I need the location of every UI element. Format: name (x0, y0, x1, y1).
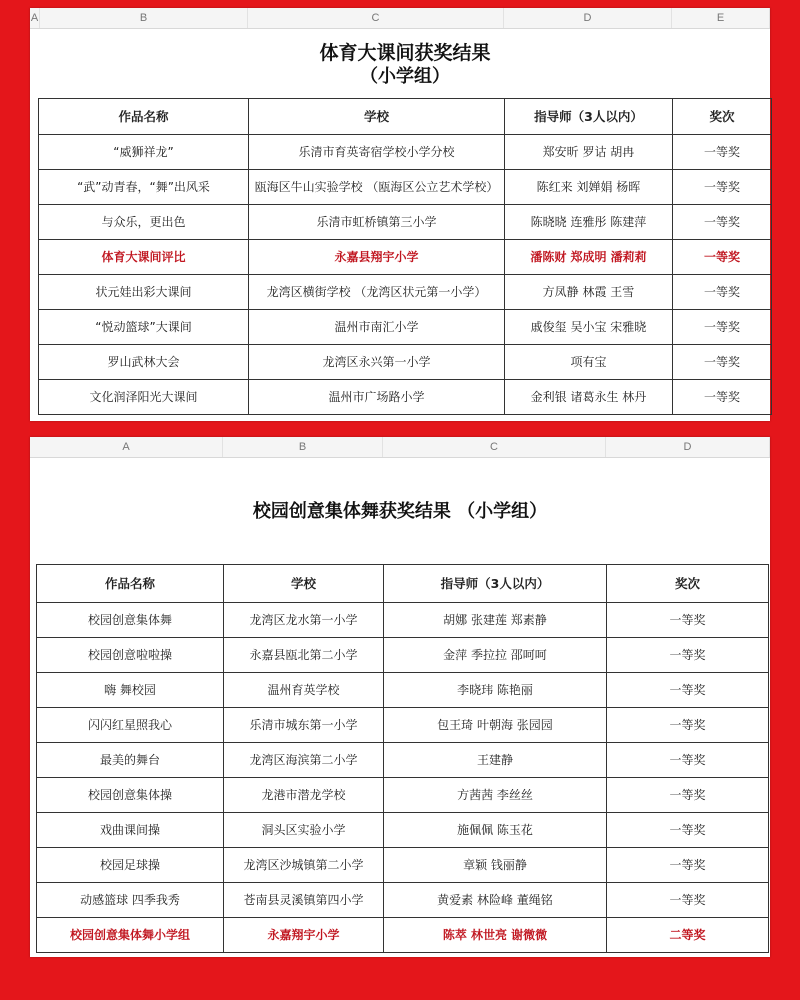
sheet-title: 校园创意集体舞获奖结果 （小学组） (252, 501, 548, 522)
table-row (39, 275, 772, 310)
table-row (37, 708, 769, 743)
column-letter[interactable]: D (606, 437, 770, 457)
table-row (37, 813, 769, 848)
header-cell: 学校 (224, 565, 384, 603)
table-row (39, 310, 772, 345)
cell-teachers[interactable]: 施佩佩 陈玉花 (384, 813, 607, 848)
cell-school[interactable]: 乐清市虹桥镇第三小学 (249, 205, 505, 240)
cell-teachers[interactable]: 李晓玮 陈艳丽 (384, 673, 607, 708)
cell-teachers[interactable]: 潘陈财 郑成明 潘莉莉 (505, 240, 673, 275)
cell-name[interactable]: 校园创意集体舞 (37, 603, 224, 638)
cell-school[interactable]: 龙湾区横街学校 （龙湾区状元第一小学） (249, 275, 505, 310)
header-cell: 作品名称 (37, 565, 224, 603)
column-letter[interactable]: C (383, 437, 606, 457)
cell-award[interactable]: 一等奖 (673, 380, 772, 415)
cell-award[interactable]: 一等奖 (607, 778, 769, 813)
table-row (37, 848, 769, 883)
column-letter[interactable]: E (672, 8, 770, 28)
table-row (37, 673, 769, 708)
cell-school[interactable]: 瓯海区牛山实验学校 （瓯海区公立艺术学校） (249, 170, 505, 205)
cell-award[interactable]: 一等奖 (607, 743, 769, 778)
cell-school[interactable]: 永嘉县翔宇小学 (249, 240, 505, 275)
table-row (39, 345, 772, 380)
cell-name[interactable]: 与众乐，更出色 (39, 205, 249, 240)
column-letter[interactable]: A (30, 437, 223, 457)
sheet-group-dance (30, 437, 770, 957)
cell-teachers[interactable]: 金利银 诸葛永生 林丹 (505, 380, 673, 415)
cell-award[interactable]: 一等奖 (607, 708, 769, 743)
header-cell: 作品名称 (39, 99, 249, 135)
table-header-row (39, 99, 772, 135)
header-cell: 指导师（3人以内） (384, 565, 607, 603)
column-letter[interactable]: B (223, 437, 383, 457)
cell-name[interactable]: “悦动篮球”大课间 (39, 310, 249, 345)
table-row (39, 380, 772, 415)
cell-name[interactable]: “武”动青春，“舞”出风采 (39, 170, 249, 205)
cell-school[interactable]: 永嘉县瓯北第二小学 (224, 638, 384, 673)
cell-award[interactable]: 一等奖 (607, 848, 769, 883)
cell-name[interactable]: 闪闪红星照我心 (37, 708, 224, 743)
cell-school[interactable]: 龙湾区永兴第一小学 (249, 345, 505, 380)
cell-school[interactable]: 龙湾区海滨第二小学 (224, 743, 384, 778)
column-letter[interactable]: A (30, 8, 40, 28)
table-row (37, 918, 769, 953)
cell-school[interactable]: 乐清市城东第一小学 (224, 708, 384, 743)
cell-teachers[interactable]: 章颖 钱丽静 (384, 848, 607, 883)
cell-name[interactable]: “威狮祥龙” (39, 135, 249, 170)
cell-name[interactable]: 校园创意集体操 (37, 778, 224, 813)
cell-name[interactable]: 嗨 舞校园 (37, 673, 224, 708)
header-cell: 奖次 (673, 99, 772, 135)
cell-school[interactable]: 苍南县灵溪镇第四小学 (224, 883, 384, 918)
header-cell: 学校 (249, 99, 505, 135)
header-cell: 奖次 (607, 565, 769, 603)
cell-award[interactable]: 一等奖 (607, 603, 769, 638)
table-row (37, 743, 769, 778)
header-cell: 指导师（3人以内） (505, 99, 673, 135)
cell-name[interactable]: 罗山武林大会 (39, 345, 249, 380)
cell-award[interactable]: 一等奖 (673, 275, 772, 310)
table-header-row (37, 565, 769, 603)
column-letter[interactable]: B (40, 8, 248, 28)
cell-award[interactable]: 一等奖 (607, 813, 769, 848)
cell-school[interactable]: 乐清市育英寄宿学校小学分校 (249, 135, 505, 170)
cell-name[interactable]: 状元娃出彩大课间 (39, 275, 249, 310)
cell-school[interactable]: 洞头区实验小学 (224, 813, 384, 848)
cell-school[interactable]: 龙港市潜龙学校 (224, 778, 384, 813)
cell-teachers[interactable]: 陈萃 林世亮 谢微微 (384, 918, 607, 953)
cell-teachers[interactable]: 陈晓晓 连雅彤 陈建萍 (505, 205, 673, 240)
cell-name[interactable]: 校园创意啦啦操 (37, 638, 224, 673)
cell-teachers[interactable]: 胡娜 张建莲 郑素静 (384, 603, 607, 638)
table-row (37, 603, 769, 638)
cell-teachers[interactable]: 戚俊玺 吴小宝 宋雅晓 (505, 310, 673, 345)
cell-school[interactable]: 温州市广场路小学 (249, 380, 505, 415)
cell-name[interactable]: 体育大课间评比 (39, 240, 249, 275)
cell-award[interactable]: 二等奖 (607, 918, 769, 953)
cell-school[interactable]: 龙湾区龙水第一小学 (224, 603, 384, 638)
cell-award[interactable]: 一等奖 (673, 345, 772, 380)
cell-name[interactable]: 校园创意集体舞小学组 (37, 918, 224, 953)
table-row (37, 883, 769, 918)
cell-name[interactable]: 动感篮球 四季我秀 (37, 883, 224, 918)
cell-school[interactable]: 龙湾区沙城镇第二小学 (224, 848, 384, 883)
cell-school[interactable]: 永嘉翔宇小学 (224, 918, 384, 953)
cell-award[interactable]: 一等奖 (673, 240, 772, 275)
cell-name[interactable]: 校园足球操 (37, 848, 224, 883)
cell-teachers[interactable]: 王建静 (384, 743, 607, 778)
cell-teachers[interactable]: 项有宝 (505, 345, 673, 380)
cell-school[interactable]: 温州育英学校 (224, 673, 384, 708)
cell-award[interactable]: 一等奖 (607, 638, 769, 673)
table-row (39, 205, 772, 240)
table-row (37, 638, 769, 673)
cell-teachers[interactable]: 包王琦 叶朝海 张园园 (384, 708, 607, 743)
cell-teachers[interactable]: 方茜茜 李丝丝 (384, 778, 607, 813)
results-table (38, 98, 772, 415)
table-row (37, 778, 769, 813)
cell-teachers[interactable]: 金萍 季拉拉 邵呵呵 (384, 638, 607, 673)
sheet-title: 体育大课间获奖结果 (319, 42, 491, 64)
cell-school[interactable]: 温州市南汇小学 (249, 310, 505, 345)
cell-award[interactable]: 一等奖 (673, 205, 772, 240)
cell-award[interactable]: 一等奖 (673, 135, 772, 170)
table-row (39, 240, 772, 275)
cell-teachers[interactable]: 黄爱素 林险峰 董绳铭 (384, 883, 607, 918)
cell-award[interactable]: 一等奖 (673, 310, 772, 345)
table-row (39, 170, 772, 205)
cell-teachers[interactable]: 方凤静 林霞 王雪 (505, 275, 673, 310)
sheet-sports-break (30, 8, 770, 421)
results-table (36, 564, 769, 953)
cell-teachers[interactable]: 陈红来 刘婵娟 杨晖 (505, 170, 673, 205)
cell-award[interactable]: 一等奖 (607, 673, 769, 708)
sheet-subtitle: （小学组） (360, 66, 450, 87)
column-header-bar (30, 437, 770, 458)
cell-teachers[interactable]: 郑安昕 罗诂 胡冉 (505, 135, 673, 170)
column-letter[interactable]: C (248, 8, 504, 28)
cell-name[interactable]: 文化润泽阳光大课间 (39, 380, 249, 415)
cell-award[interactable]: 一等奖 (607, 883, 769, 918)
column-header-bar (30, 8, 770, 29)
table-row (39, 135, 772, 170)
cell-award[interactable]: 一等奖 (673, 170, 772, 205)
cell-name[interactable]: 最美的舞台 (37, 743, 224, 778)
column-letter[interactable]: D (504, 8, 672, 28)
cell-name[interactable]: 戏曲课间操 (37, 813, 224, 848)
